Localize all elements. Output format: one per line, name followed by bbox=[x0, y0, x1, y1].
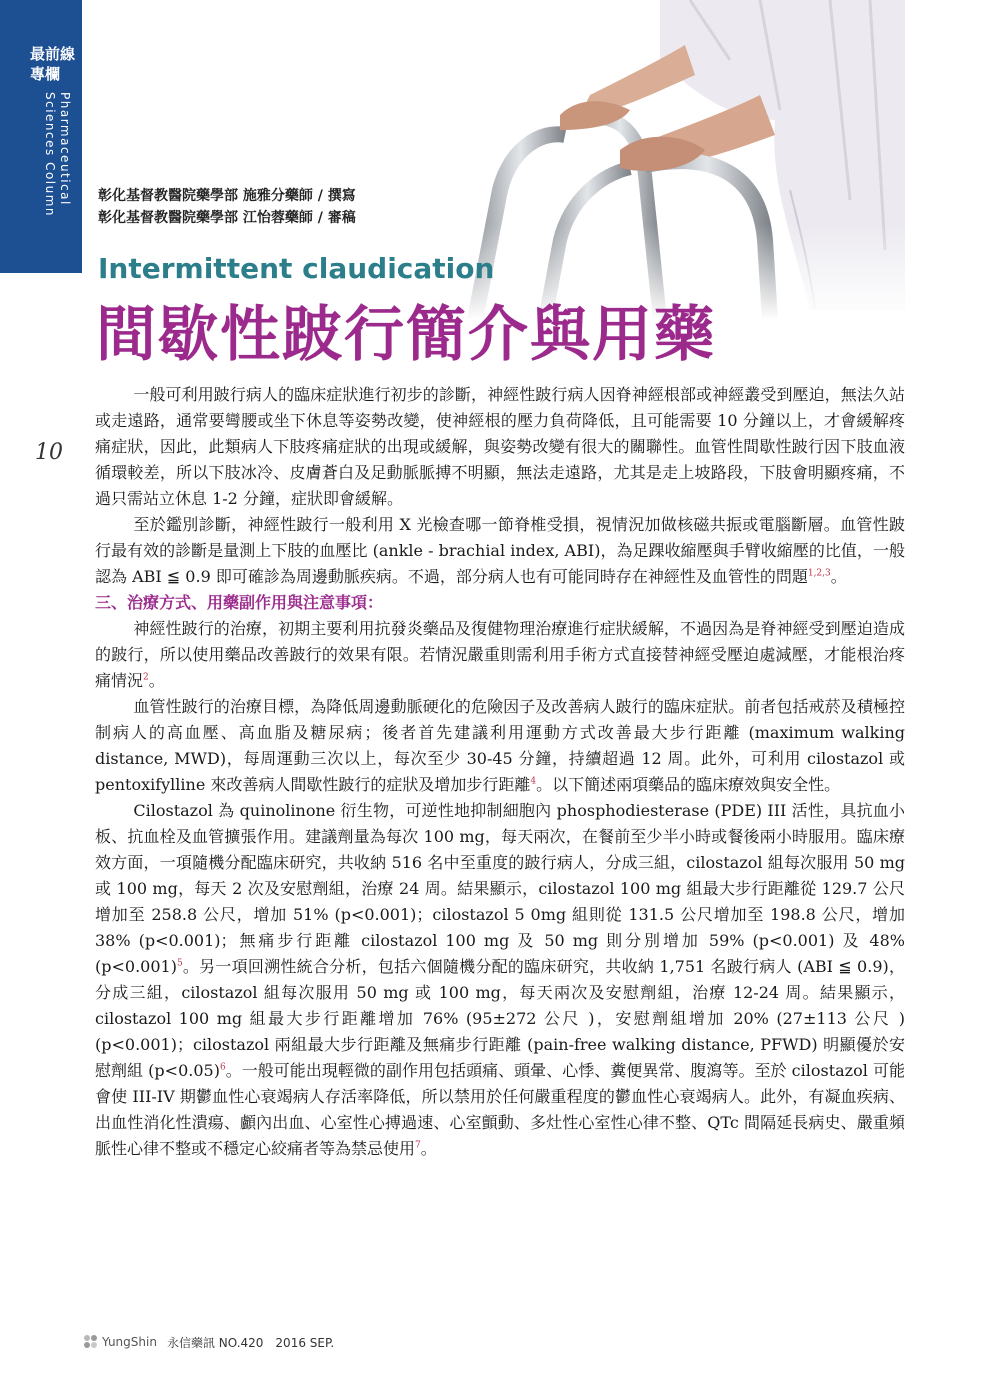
title-chinese: 間歇性跛行簡介與用藥 bbox=[96, 300, 716, 370]
paragraph-differential-text: 至於鑑別診斷，神經性跛行一般利用 X 光檢查哪一節脊椎受損，視情況加做核磁共振或電腦斷層。血管性跛行最有效的診斷是量測上下肢的血壓比 (ankle - brachial index, ABI)，為足踝收縮壓與手臂收縮壓的比值，一般認為 ABI ≦ 0.9 即可確診為周邊動脈疾病。不過，部分病人也有可能同時存在神經性及血管性的問題 bbox=[95, 515, 905, 586]
walker-photo bbox=[430, 0, 905, 320]
paragraph-end: 。 bbox=[148, 671, 165, 690]
footer-brand: YungShin bbox=[102, 1335, 157, 1349]
paragraph-end: 。以下簡述兩項藥品的臨床療效與安全性。 bbox=[536, 775, 841, 794]
paragraph-end: 。 bbox=[420, 1139, 437, 1158]
sidebar-zh-label bbox=[30, 44, 75, 84]
title-english: Intermittent claudication bbox=[98, 252, 495, 285]
citation-ref: 1,2,3 bbox=[807, 568, 831, 579]
paragraph-cilostazol-text-a: Cilostazol 為 quinolinone 衍生物，可逆性地抑制細胞內 phosphodiesterase (PDE) III 活性，具抗血小板、抗血栓及血管擴張作用。建議劑量為每次 100 mg，每天兩次，在餐前至少半小時或餐後兩小時服用。臨床療效方面，一項隨機分配臨床研究，共收納 516 名中至重度的跛行病人，分成三組，cilostazol 組每次服用 50 mg 或 100 mg，每天 2 次及安慰劑組，治療 24 周。結果顯示，cilostazol 100 mg 組最大步行距離從 129.7 公尺增加至 258.8 公尺，增加 51% (p<0.001)；cilostazol 5 0mg 組則從 131.5 公尺增加至 198.8 公尺，增加 38% (p<0.001)；無痛步行距離 cilostazol 100 mg 及 50 mg 則分別增加 59% (p<0.001) 及 48% (p<0.001) bbox=[95, 801, 905, 976]
paragraph-cilostazol-text-b: 。另一項回溯性統合分析，包括六個隨機分配的臨床研究，共收納 1,751 名跛行病人 (ABI ≦ 0.9)，分成三組，cilostazol 組每次服用 50 mg 或 100 mg，每天兩次及安慰劑組，治療 12-24 周。結果顯示，cilostazol 100 mg 組最大步行距離增加 76% (95±272 公尺 )，安慰劑組增加 20% (27±113 公尺 ) (p<0.001)；cilostazol 兩組最大步行距離及無痛步行距離 (pain-free walking distance, PFWD) 明顯優於安慰劑組 (p<0.05) bbox=[95, 957, 905, 1080]
sidebar-en-label bbox=[32, 92, 72, 262]
author-line-writer: 彰化基督教醫院藥學部 施雅分藥師 / 撰寫 bbox=[98, 188, 356, 204]
paragraph-cilostazol-text-c: 。一般可能出現輕微的副作用包括頭痛、頭暈、心悸、糞便異常、腹瀉等。至於 cilostazol 可能會使 III-IV 期鬱血性心衰竭病人存活率降低，所以禁用於任何嚴重程度的鬱血性心衰竭病人。此外，有凝血疾病、出血性消化性潰瘍、顱內出血、心室性心搏過速、心室顫動、多灶性心室性心律不整、QTc 間隔延長病史、嚴重頻脈性心律不整或不穩定心絞痛者等為禁忌使用 bbox=[95, 1061, 905, 1158]
sidebar-zh-line2: 專欄 bbox=[30, 65, 61, 83]
author-credits bbox=[98, 185, 356, 229]
paragraph-vascular-treatment bbox=[95, 694, 905, 798]
citation-ref: 2 bbox=[143, 672, 149, 683]
paragraph-diagnosis-text: 一般可利用跛行病人的臨床症狀進行初步的診斷，神經性跛行病人因脊神經根部或神經叢受到壓迫，無法久站或走遠路，通常要彎腰或坐下休息等姿勢改變，使神經根的壓力負荷降低，且可能需要 10 分鐘以上，才會緩解疼痛症狀，因此，此類病人下肢疼痛症狀的出現或緩解，與姿勢改變有很大的關聯性。血管性間歇性跛行因下肢血液循環較差，所以下肢冰冷、皮膚蒼白及足動脈脈搏不明顯，無法走遠路，尤其是走上坡路段，下肢會明顯疼痛，不過只需站立休息 1-2 分鐘，症狀即會緩解。 bbox=[95, 385, 905, 508]
paragraph-differential bbox=[95, 512, 905, 590]
sidebar-en-line1: Pharmaceutical bbox=[58, 92, 72, 206]
paragraph-cilostazol bbox=[95, 798, 905, 1162]
citation-ref: 6 bbox=[219, 1062, 226, 1073]
citation-ref: 5 bbox=[176, 958, 183, 969]
paragraph-neurogenic-text: 神經性跛行的治療，初期主要利用抗發炎藥品及復健物理治療進行症狀緩解，不過因為是脊神經受到壓迫造成的跛行，所以使用藥品改善跛行的效果有限。若情況嚴重則需利用手術方式直接替神經受壓迫處減壓，才能根治疼痛情況 bbox=[95, 619, 905, 690]
paragraph-diagnosis bbox=[95, 382, 905, 512]
article-body bbox=[95, 382, 905, 1162]
author-line-reviewer: 彰化基督教醫院藥學部 江怡蓉藥師 / 審稿 bbox=[98, 210, 356, 226]
sidebar-en-line2: Sciences Column bbox=[43, 92, 57, 218]
citation-ref: 4 bbox=[530, 776, 537, 787]
yungshin-logo-icon bbox=[82, 1333, 100, 1351]
footer-issue: 永信藥訊 NO.420 2016 SEP. bbox=[166, 1335, 335, 1350]
page-footer bbox=[82, 1333, 334, 1351]
sidebar-tab bbox=[0, 0, 82, 273]
paragraph-neurogenic-treatment bbox=[95, 616, 905, 694]
citation-ref: 7 bbox=[415, 1140, 421, 1151]
walker-illustration bbox=[430, 0, 905, 320]
section-heading: 三、治療方式、用藥副作用與注意事項： bbox=[95, 593, 384, 612]
sidebar-zh-line1: 最前線 bbox=[30, 45, 76, 63]
paragraph-vascular-text: 血管性跛行的治療目標，為降低周邊動脈硬化的危險因子及改善病人跛行的臨床症狀。前者包括戒菸及積極控制病人的高血壓、高血脂及糖尿病；後者首先建議利用運動方式改善最大步行距離 (maximum walking distance, MWD)，每周運動三次以上，每次至少 30-45 分鐘，持續超過 12 周。此外，可利用 cilostazol 或 pentoxifylline 來改善病人間歇性跛行的症狀及增加步行距離 bbox=[95, 697, 905, 794]
page-number: 10 bbox=[35, 440, 63, 465]
paragraph-end: 。 bbox=[830, 567, 847, 586]
